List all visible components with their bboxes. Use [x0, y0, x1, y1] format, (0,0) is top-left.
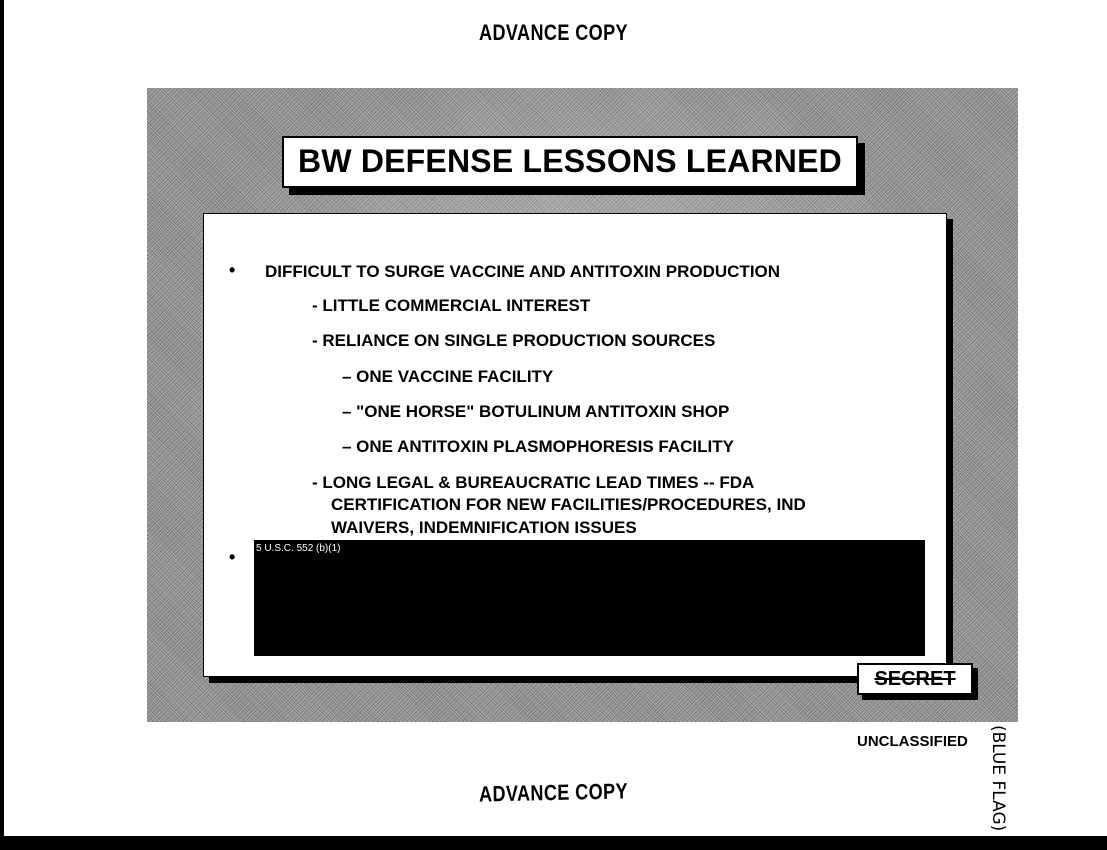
handwritten-note: (BLUE FLAG): [988, 725, 1008, 832]
sub-item: - RELIANCE ON SINGLE PRODUCTION SOURCES: [312, 331, 716, 350]
sub-item-line: WAIVERS, INDEMNIFICATION ISSUES: [331, 518, 637, 537]
sub-sub-item: – ONE ANTITOXIN PLASMOPHORESIS FACILITY: [342, 437, 734, 456]
classification-box-secret: SECRET: [857, 663, 973, 695]
slide-title: BW DEFENSE LESSONS LEARNED: [282, 136, 858, 188]
redaction-label: 5 U.S.C. 552 (b)(1): [256, 543, 341, 554]
bullet-dot: •: [229, 547, 236, 567]
advance-copy-stamp-bottom: ADVANCE COPY: [478, 778, 629, 807]
sub-sub-item: – ONE VACCINE FACILITY: [342, 367, 554, 386]
sub-item-line: CERTIFICATION FOR NEW FACILITIES/PROCEDURES, IND: [331, 495, 806, 514]
page-border-bottom: [0, 836, 1107, 850]
bullet-text: DIFFICULT TO SURGE VACCINE AND ANTITOXIN PRODUCTION: [265, 262, 781, 281]
page-border-left: [0, 0, 4, 850]
sub-item: - LITTLE COMMERCIAL INTEREST: [312, 296, 591, 315]
sub-sub-item: – "ONE HORSE" BOTULINUM ANTITOXIN SHOP: [342, 402, 730, 421]
redaction-block: [254, 540, 925, 656]
classification-marking: UNCLASSIFIED: [857, 733, 968, 750]
bullet-dot: •: [229, 260, 236, 280]
advance-copy-stamp-top: ADVANCE COPY: [479, 20, 628, 45]
sub-item-line: - LONG LEGAL & BUREAUCRATIC LEAD TIMES -- FDA: [312, 473, 755, 492]
